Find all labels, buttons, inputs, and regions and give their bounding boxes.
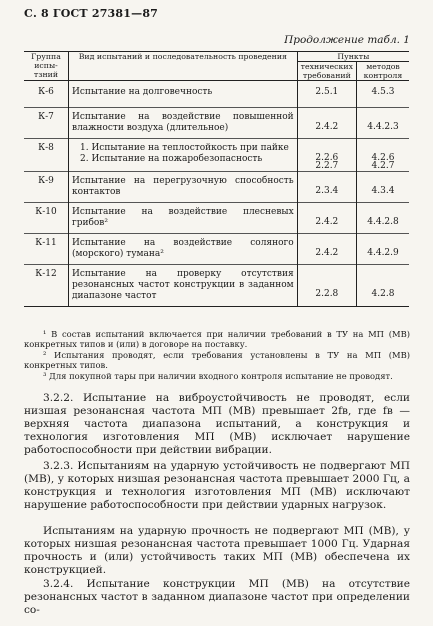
paragraph-3-2-3: 3.2.3. Испытаниям на ударную устойчивость не подвергают МП (МВ), у которых низшая резонансная частота превышает 2000 Гц, а конструкция и технология изготовления МП (МВ) исключают нарушение работоспособности при действии ударных нагрузок. [24,460,410,511]
footnote-1: ¹ В состав испытаний включается при наличии требований в ТУ на МП (МВ) конкретных типов и (или) в договоре на поставку. [24,329,410,350]
table-row [24,203,409,234]
tech-req-cell: 2.2.8 [297,265,356,307]
table-continuation-label: Продолжение табл. 1 [284,34,410,46]
test-name-cell: Испытание на воздействие плесневых грибов² [69,203,298,234]
paragraph-3-2-4: 3.2.4. Испытание конструкции МП (МВ) на отсутствие резонансных частот в заданном диапазоне частот при определении со- [24,578,410,616]
tech-req-cell: 2.4.2 [297,234,356,265]
method-cell: 4.3.4 [357,172,410,203]
table-row [24,172,409,203]
method-cell: 4.4.2.3 [357,108,410,139]
group-cell: К-7 [24,108,69,139]
method-line: 4.2.7 [371,161,395,171]
test-name-cell: Испытание на проверку отсутствия резонансных частот конструкции в заданном диапазоне частот [69,265,298,307]
test-name-cell: Испытание на долговечность [69,81,298,108]
test-name-cell [69,139,298,172]
col-group-header: Группа испы-тзний [24,52,69,81]
method-cell: 4.2.8 [357,265,410,307]
test-name-cell: Испытание на воздействие соляного (морского) тумана² [69,234,298,265]
page-header: С. 8 ГОСТ 27381—87 [24,7,159,20]
paragraph-shock-strength: Испытаниям на ударную прочность не подвергают МП (МВ), у которых низшая резонансная частота превышает 1000 Гц. Ударная прочность и (или) устойчивость таких МП (МВ) обеспечена их конструкцией. [24,525,410,576]
group-cell: К-9 [24,172,69,203]
tech-req-cell: 2.3.4 [297,172,356,203]
tech-req-line: 2.2.7 [315,161,339,171]
test-line: 2. Испытание на пожаробезопасность [80,154,263,164]
test-name-cell: Испытание на перегрузочную способность контактов [69,172,298,203]
group-cell: К-10 [24,203,69,234]
test-name-cell: Испытание на воздействие повышенной влажности воздуха (длительное) [69,108,298,139]
group-cell: К-11 [24,234,69,265]
table-row [24,108,409,139]
tech-req-cell: 2.4.2 [297,108,356,139]
method-cell: 4.4.2.8 [357,203,410,234]
tech-req-cell [297,139,356,172]
table-row [24,139,409,172]
group-cell: К-12 [24,265,69,307]
tech-req-cell: 2.5.1 [297,81,356,108]
col-tech-header: технических требований [297,62,356,81]
table-row [24,81,409,108]
method-cell: 4.4.2.9 [357,234,410,265]
footnote-2: ² Испытания проводят, если требования установлены в ТУ на МП (МВ) конкретных типов. [24,350,410,371]
table-row [24,265,409,307]
method-cell: 4.5.3 [357,81,410,108]
method-cell [357,139,410,172]
group-cell: К-8 [24,139,69,172]
table-row [24,234,409,265]
col-test-header: Вид испытаний и последовательность проведения [69,52,298,81]
test-table [24,51,409,307]
col-points-header: Пункты [297,52,409,62]
paragraph-3-2-2: 3.2.2. Испытание на виброустойчивость не проводят, если низшая резонансная частота МП (МВ) превышает 2fв, где fв — верхняя частота диапазона испытаний, а конструкция и технология изготовления МП (МВ) исключает нарушение работоспособности при действии вибрации. [24,392,410,456]
tech-req-cell: 2.4.2 [297,203,356,234]
footnote-3: ³ Для покупной тары при наличии входного контроля испытание не проводят. [43,371,393,381]
test-line: 1. Испытание на теплостойкость при пайке [80,143,289,153]
col-methods-header: методов контроля [357,62,410,81]
group-cell: К-6 [38,87,54,97]
method-line: 4.2.6 [371,153,395,163]
tech-req-line: 2.2.6 [315,153,339,163]
